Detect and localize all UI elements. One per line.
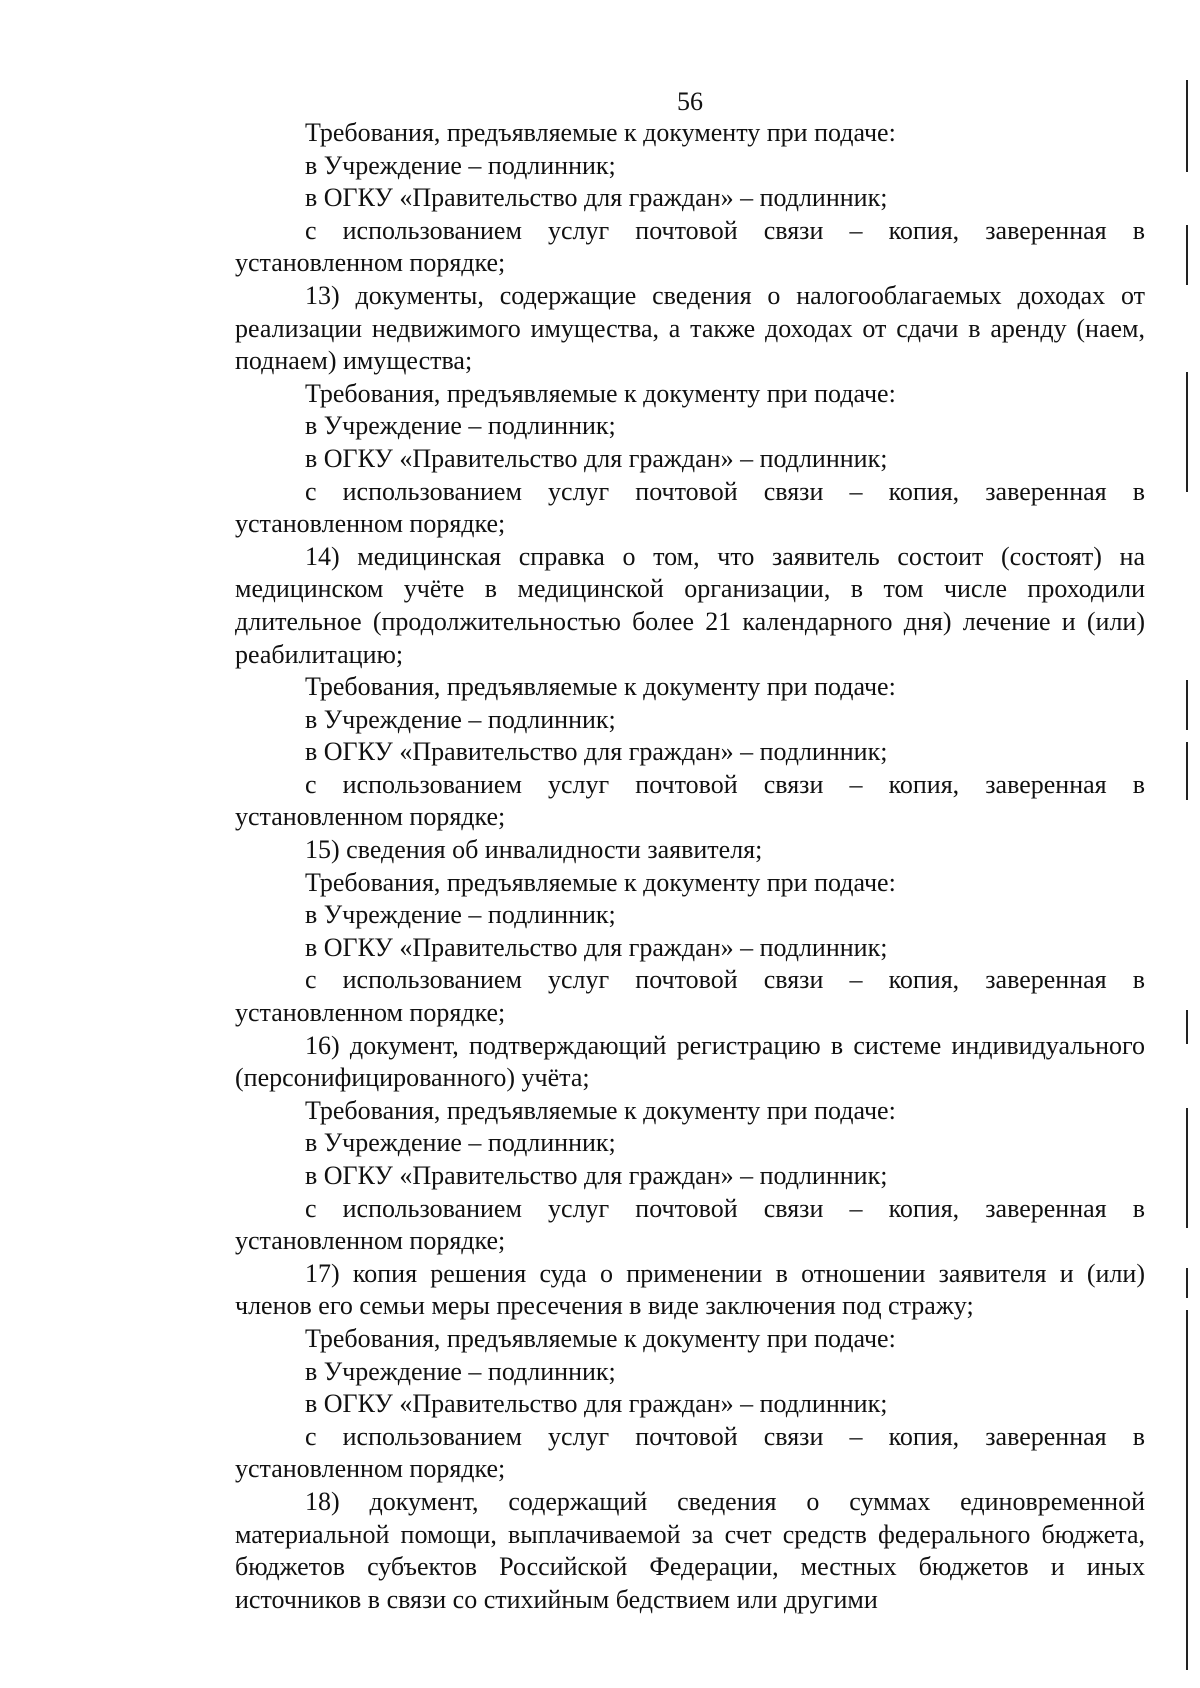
paragraph: в ОГКУ «Правительство для граждан» – подлинник; xyxy=(305,1161,888,1190)
margin-change-bar xyxy=(1186,1108,1188,1228)
paragraph: с использованием услуг почтовой связи – копия, заверенная в установленном порядке; xyxy=(235,1421,1145,1484)
paragraph: 18) документ, содержащий сведения о суммах единовременной материальной помощи, выплачиваемой за счет средств федерального бюджета, бюджетов субъектов Российской Федерации, местных бюджетов и иных источников в связи со стихийным бедствием или другими xyxy=(235,1486,1145,1614)
paragraph: Требования, предъявляемые к документу при подаче: xyxy=(305,1095,896,1125)
paragraph: в ОГКУ «Правительство для граждан» – подлинник; xyxy=(305,183,888,213)
paragraph: в ОГКУ «Правительство для граждан» – подлинник; xyxy=(305,443,888,473)
paragraph: 17) копия решения суда о применении в отношении заявителя и (или) членов его семьи меры пресечения в виде заключения под стражу; xyxy=(235,1258,1145,1321)
paragraph: в Учреждение – подлинник; xyxy=(305,1356,616,1386)
paragraph: с использованием услуг почтовой связи – копия, заверенная в установленном порядке; xyxy=(235,1193,1145,1256)
paragraph: в Учреждение – подлинник; xyxy=(305,900,616,930)
paragraph: Требования, предъявляемые к документу при подаче: xyxy=(305,118,896,147)
paragraph: Требования, предъявляемые к документу при подаче: xyxy=(305,1323,896,1353)
paragraph: 14) медицинская справка о том, что заявитель состоит (состоят) на медицинском учёте в медицинской организации, в том числе проходили длительное (продолжительностью более 21 календарного дня) лечение и (или) реабилитацию; xyxy=(235,541,1145,669)
paragraph: в Учреждение – подлинник; xyxy=(305,704,616,734)
paragraph: 15) сведения об инвалидности заявителя; xyxy=(305,835,763,865)
paragraph: Требования, предъявляемые к документу при подаче: xyxy=(305,867,896,897)
margin-change-bar xyxy=(1186,680,1188,730)
page-number: 56 xyxy=(677,87,703,116)
paragraph: в ОГКУ «Правительство для граждан» – подлинник; xyxy=(305,737,888,767)
margin-change-bar xyxy=(1186,1310,1188,1670)
paragraph: с использованием услуг почтовой связи – копия, заверенная в установленном порядке; xyxy=(235,215,1145,278)
margin-change-bar xyxy=(1186,1268,1188,1298)
paragraph: с использованием услуг почтовой связи – копия, заверенная в установленном порядке; xyxy=(235,965,1145,1028)
paragraph: в Учреждение – подлинник; xyxy=(305,150,616,180)
margin-change-bar xyxy=(1186,1010,1188,1044)
paragraph: в ОГКУ «Правительство для граждан» – подлинник; xyxy=(305,1389,888,1419)
paragraph: 13) документы, содержащие сведения о налогооблагаемых доходах от реализации недвижимого имущества, а также доходах от сдачи в аренду (наем, поднаем) имущества; xyxy=(235,280,1145,376)
paragraph: Требования, предъявляемые к документу при подаче: xyxy=(305,378,896,408)
paragraph: в Учреждение – подлинник; xyxy=(305,411,616,441)
margin-change-bar xyxy=(1186,372,1188,492)
margin-change-bar xyxy=(1186,80,1188,172)
document-body xyxy=(235,117,1145,1616)
margin-change-bar xyxy=(1186,225,1188,285)
paragraph: с использованием услуг почтовой связи – копия, заверенная в установленном порядке; xyxy=(235,476,1145,539)
paragraph: 16) документ, подтверждающий регистрацию в системе индивидуального (персонифицированного) учёта; xyxy=(235,1030,1145,1093)
paragraph: в Учреждение – подлинник; xyxy=(305,1128,616,1158)
paragraph: с использованием услуг почтовой связи – копия, заверенная в установленном порядке; xyxy=(235,769,1145,832)
paragraph: в ОГКУ «Правительство для граждан» – подлинник; xyxy=(305,932,888,962)
paragraph: Требования, предъявляемые к документу при подаче: xyxy=(305,672,896,702)
margin-change-bar xyxy=(1186,742,1188,800)
